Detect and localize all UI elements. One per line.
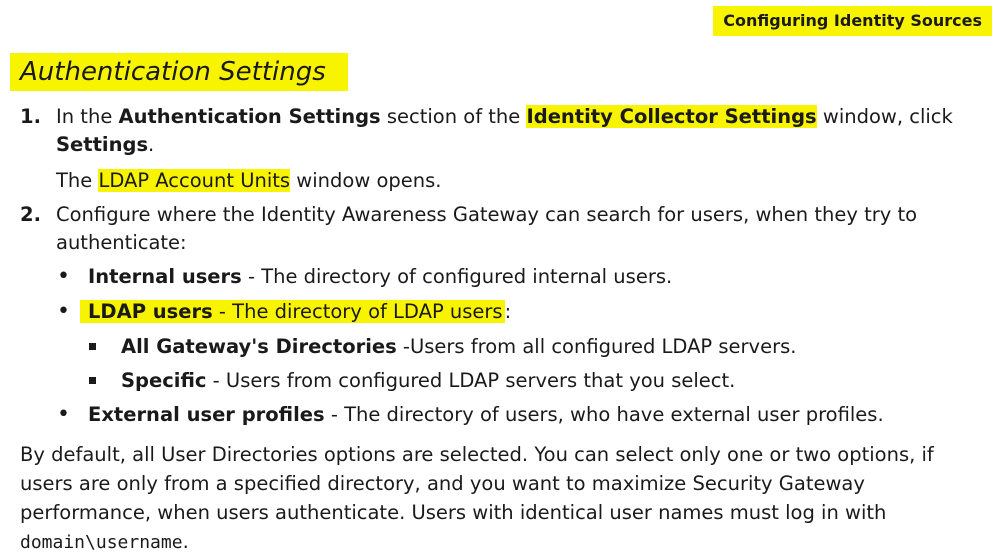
paragraph-line-3: performance, when users authenticate. Users with identical user names must log in with <box>20 501 887 524</box>
step-2-text-cont: authenticate: <box>56 231 187 254</box>
ldap-users-highlight: LDAP users - The directory of LDAP users <box>80 300 505 323</box>
paragraph-line-4: domain\username. <box>20 530 189 553</box>
step-2-number: 2. <box>20 203 41 226</box>
chapter-header: Configuring Identity Sources <box>713 6 992 36</box>
subbullet-square <box>89 377 96 384</box>
step-1-number: 1. <box>20 105 41 128</box>
code-domain-username: domain\username <box>20 532 183 553</box>
identity-collector-settings-highlight: Identity Collector Settings <box>526 105 817 128</box>
step-2-text: Configure where the Identity Awareness Gateway can search for users, when they try to <box>56 203 918 226</box>
ldap-account-units-highlight: LDAP Account Units <box>98 169 291 192</box>
step-1-text-cont: Settings. <box>56 133 155 156</box>
bullet-internal-users: Internal users - The directory of configured internal users. <box>88 265 673 288</box>
section-title: Authentication Settings <box>10 53 348 91</box>
bullet-dot: • <box>57 299 70 324</box>
subbullet-square <box>89 343 96 350</box>
paragraph-line-2: users are only from a specified directory, and you want to maximize Security Gateway <box>20 472 865 495</box>
bullet-dot: • <box>57 264 70 289</box>
bullet-dot: • <box>57 402 70 427</box>
subbullet-all-gateways: All Gateway's Directories -Users from all configured LDAP servers. <box>121 335 797 358</box>
subbullet-specific: Specific - Users from configured LDAP servers that you select. <box>121 369 736 392</box>
step-1-result: The LDAP Account Units window opens. <box>56 169 442 192</box>
bullet-external-users: External user profiles - The directory of users, who have external user profiles. <box>88 403 884 426</box>
step-1-text: In the Authentication Settings section of the Identity Collector Settings window, click <box>56 105 953 128</box>
bullet-ldap-users: LDAP users - The directory of LDAP users : <box>80 298 511 326</box>
paragraph-line-1: By default, all User Directories options are selected. You can select only one or two options, if <box>20 443 934 466</box>
